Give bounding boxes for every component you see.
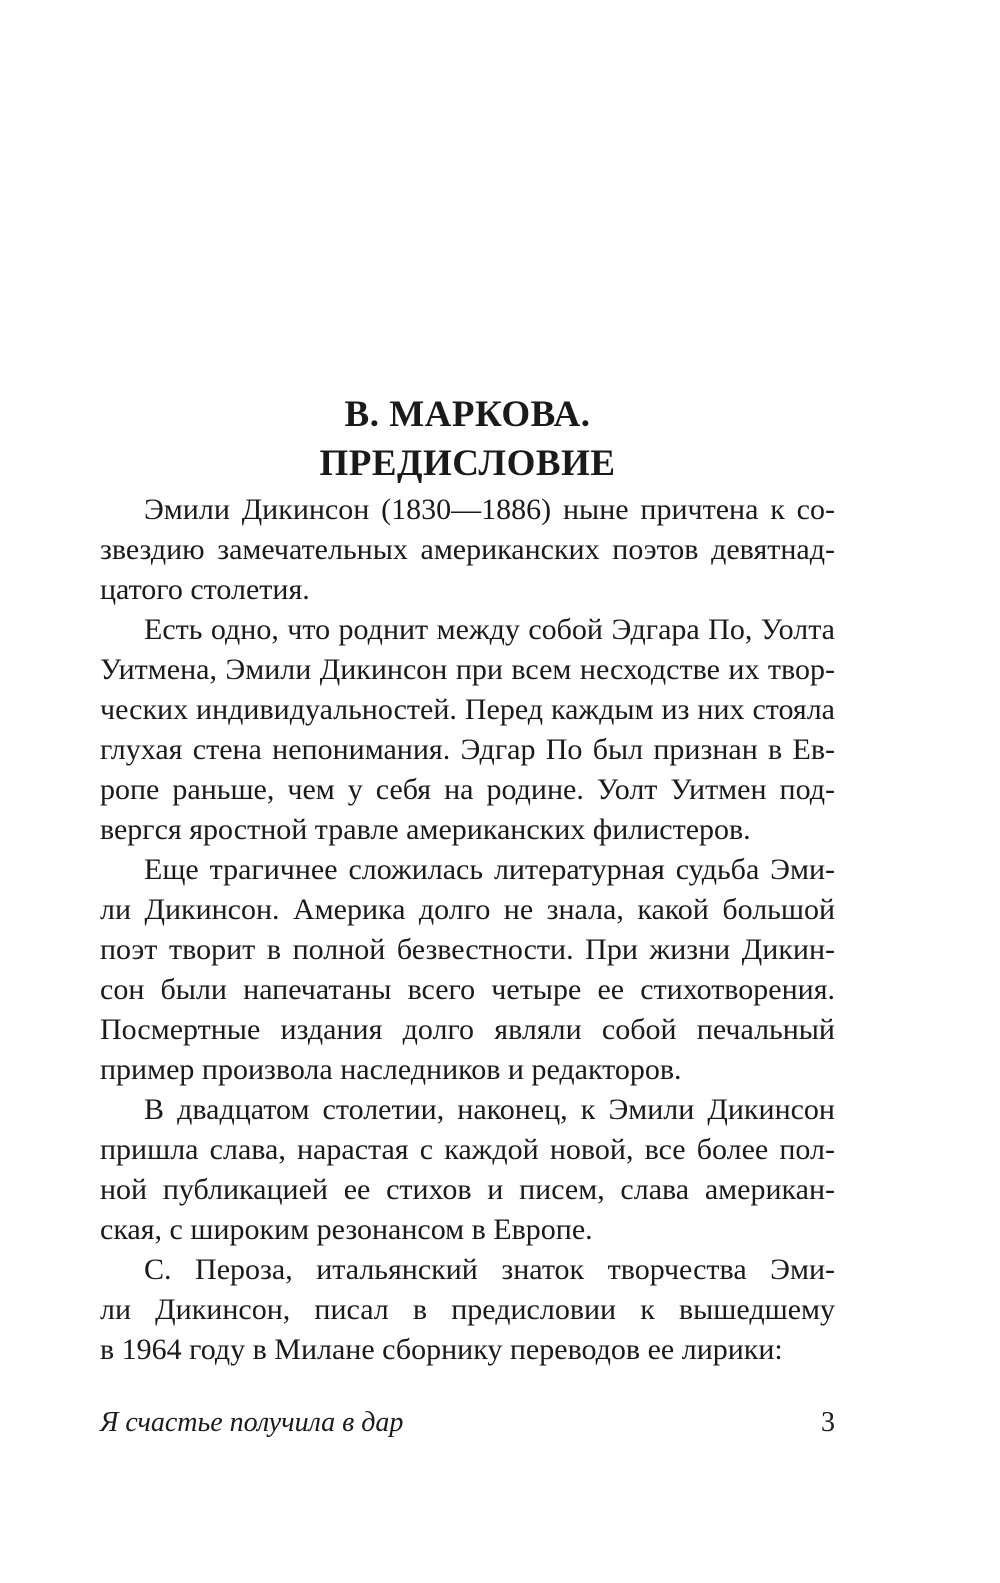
- text-line: ская, с широким резонансом в Европе.: [100, 1213, 593, 1246]
- paragraph-5: [100, 1250, 835, 1370]
- paragraph-4: [100, 1090, 835, 1250]
- chapter-heading: [100, 390, 835, 488]
- text-line: С. Пероза, итальянский знаток творчества Эми-: [144, 1253, 835, 1286]
- paragraph-1: [100, 490, 835, 610]
- text-line: ли Дикинсон. Америка долго не знала, какой большой: [100, 893, 835, 926]
- text-line: в 1964 году в Милане сборнику переводов ее лирики:: [100, 1333, 783, 1366]
- heading-title: ПРЕДИСЛОВИЕ: [319, 443, 616, 484]
- page-number: 3: [821, 1407, 835, 1438]
- text-line: глухая стена непонимания. Эдгар По был признан в Ев-: [100, 733, 835, 766]
- text-line: Посмертные издания долго являли собой печальный: [100, 1013, 835, 1046]
- text-line: звездию замечательных американских поэтов девятнад-: [100, 533, 835, 566]
- text-line: ческих индивидуальностей. Перед каждым из них стояла: [100, 693, 835, 726]
- page-footer: [100, 1403, 835, 1443]
- text-line: Есть одно, что роднит между собой Эдгара По, Уолта: [144, 613, 835, 646]
- text-line: поэт творит в полной безвестности. При жизни Дикин-: [100, 933, 835, 966]
- heading-author: В. МАРКОВА.: [344, 394, 591, 435]
- body-text: [100, 490, 835, 1370]
- text-line: Эмили Дикинсон (1830—1886) ныне причтена к со-: [144, 493, 835, 526]
- text-line: В двадцатом столетии, наконец, к Эмили Дикинсон: [144, 1093, 835, 1126]
- text-line: ной публикацией ее стихов и писем, слава американ-: [100, 1173, 835, 1206]
- text-line: ропе раньше, чем у себя на родине. Уолт Уитмен под-: [100, 773, 835, 806]
- text-line: сон были напечатаны всего четыре ее стихотворения.: [100, 973, 835, 1006]
- text-line: вергся яростной травле американских филистеров.: [100, 813, 751, 846]
- paragraph-3: [100, 850, 835, 1090]
- text-line: пример произвола наследников и редакторов.: [100, 1053, 682, 1086]
- text-line: пришла слава, нарастая с каждой новой, все более пол-: [100, 1133, 835, 1166]
- running-title: Я счастье получила в дар: [100, 1407, 404, 1438]
- text-line: цатого столетия.: [100, 573, 310, 606]
- text-line: Еще трагичнее сложилась литературная судьба Эми-: [144, 853, 835, 886]
- text-line: Уитмена, Эмили Дикинсон при всем несходстве их твор-: [100, 653, 835, 686]
- text-line: ли Дикинсон, писал в предисловии к вышедшему: [100, 1293, 835, 1326]
- paragraph-2: [100, 610, 835, 850]
